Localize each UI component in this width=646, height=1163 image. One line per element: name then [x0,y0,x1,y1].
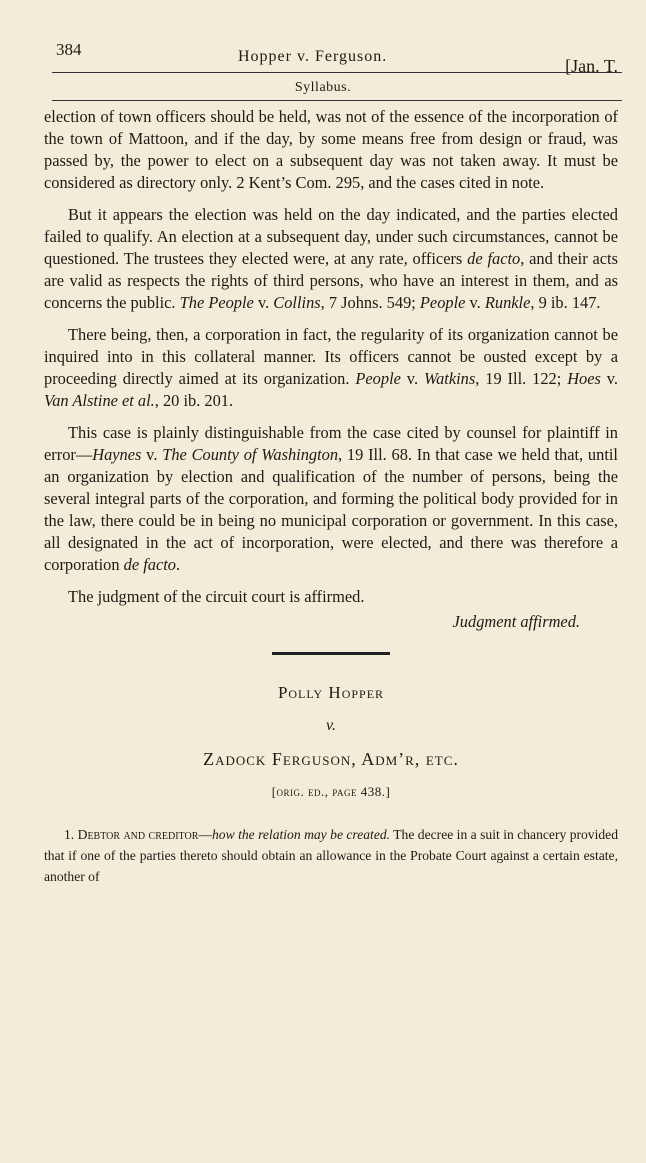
paragraph-5 [44,586,618,608]
citation: , 9 ib. 147. [530,293,601,312]
paragraph-2 [44,204,618,314]
paragraph-4 [44,422,618,576]
versus: v. [400,369,424,388]
citation: , 19 Ill. 122; [475,369,568,388]
section-label: Syllabus. [294,80,352,95]
term-label: [Jan. T. [565,56,618,76]
case-party: People [355,369,401,388]
case-party: Runkle [484,293,531,312]
page-body [44,106,618,887]
headnote-dash: — [198,827,212,842]
case-versus: v. [326,717,336,734]
latin-term: de facto [467,249,521,268]
original-edition-ref: [orig. ed., page 438.] [271,784,391,799]
versus: v. [465,293,485,312]
versus: v. [600,369,619,388]
case-party: Hoes [567,369,601,388]
page-number: 384 [56,40,82,59]
versus: v. [141,445,163,464]
running-header [0,40,646,80]
headnote-subtopic: how the relation may be created. [211,827,391,842]
headnote-topic: Debtor and creditor [77,827,199,842]
punctuation: . [176,555,181,574]
headnote-number: 1. [64,827,78,842]
case-party-2: Zadock Ferguson, Adm’r, etc. [203,749,459,769]
case-party: The County of Washington [162,445,339,464]
case-party: Haynes [92,445,142,464]
headnote-1 [44,824,618,887]
case-party: People [419,293,466,312]
versus: v. [253,293,274,312]
headnote-text: The decree in a suit in chancery provided that if one of the parties thereto should obtain an allowance in the Probate Court against a certain estate, another of [44,827,619,884]
case-party: Watkins [423,369,476,388]
judgment-signoff: Judgment affirmed. [452,612,580,631]
paragraph-3-text: There being, then, a corporation in fact, the regularity of its organization cannot be inquired into in this collateral manner. Its officers cannot be ousted except by a proceeding directly aimed at its organization. [44,325,618,388]
header-rule [52,72,622,73]
case-party-1: Polly Hopper [277,683,385,702]
latin-term: de facto [123,555,176,574]
case-party: Van Alstine et al. [44,391,155,410]
paragraph-5-text: The judgment of the circuit court is affirmed. [68,587,365,606]
paragraph-2-text: , and their acts are valid as respects the rights of third persons, who have an interest in them, and as concerns the public. [44,249,618,312]
paragraph-4-text: This case is plainly distinguishable from the case cited by counsel for plaintiff in error— [44,423,618,464]
paragraph-1 [44,106,618,194]
running-title: Hopper v. Ferguson. [238,48,388,65]
paragraph-3 [44,324,618,412]
section-rule [52,100,622,101]
case-party: The People [179,293,254,312]
paragraph-2-text: But it appears the election was held on the day indicated, and the parties elected failed to qualify. An election at a subsequent day, under such circumstances, cannot be questioned. The trustees they elected were, at any rate, officers [44,205,618,268]
paragraph-1-text: election of town officers should be held, was not of the essence of the incorporation of the town of Mattoon, and if the day, by some means free from design or fraud, was passed by, the power to elect on a subsequent day was not taken away. It must be considered as directory only. 2 Kent’s Com. 295, and the cases cited in note. [44,107,618,192]
paragraph-4-text: , 19 Ill. 68. In that case we held that, until an organization by election and qualification of the number of persons, being the several integral parts of the corporation, and forming the political body provided for in the law, there could be in being no municipal corporation or government. In this case, all designated in the act of incorporation, were elected, and there was therefore a corporation [44,445,618,574]
case-party: Collins [273,293,321,312]
citation: , 20 ib. 201. [154,391,234,410]
section-divider [272,652,390,655]
citation: , 7 Johns. 549; [320,293,420,312]
